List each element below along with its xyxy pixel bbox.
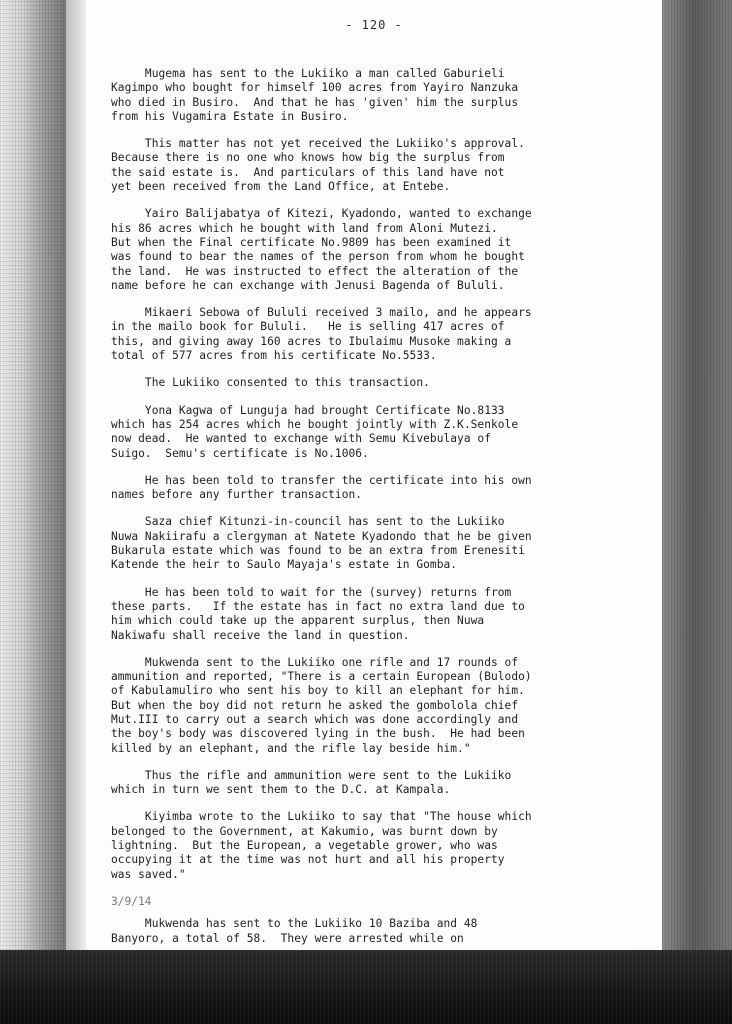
text-line: Bukarula estate which was found to be an extra from Erenesiti	[111, 544, 525, 558]
scan-left-edge	[0, 0, 66, 950]
text-line: names before any further transaction.	[111, 488, 363, 502]
text-line: Katende the heir to Saulo Mayaja's estate in Gomba.	[111, 558, 458, 572]
text-line: occupying it at the time was not hurt and all his property	[111, 853, 505, 867]
text-line: He has been told to transfer the certificate into his own	[111, 473, 532, 487]
paragraph	[111, 376, 656, 390]
text-line: from his Vugamira Estate in Busiro.	[111, 109, 349, 123]
page-number: - 120 -	[345, 18, 403, 32]
scan-right-edge	[662, 0, 732, 950]
text-line: But when the boy did not return he asked the gombolola chief	[111, 698, 519, 712]
text-line: the said estate is. And particulars of this land have not	[111, 165, 505, 179]
text-line: which in turn we sent them to the D.C. at Kampala.	[111, 783, 451, 797]
text-line: was saved."	[111, 867, 186, 881]
text-line: him which could take up the apparent surplus, then Nuwa	[111, 614, 485, 628]
text-line: these parts. If the estate has in fact no extra land due to	[111, 599, 525, 613]
text-line: total of 577 acres from his certificate No.5533.	[111, 349, 437, 363]
text-line: in the mailo book for Bululi. He is selling 417 acres of	[111, 320, 505, 334]
text-line: Mut.III to carry out a search which was done accordingly and	[111, 712, 519, 726]
paragraph	[111, 207, 656, 293]
paragraph	[111, 586, 656, 643]
paragraph	[111, 67, 656, 124]
text-line: of Kabulamuliro who sent his boy to kill an elephant for him.	[111, 684, 525, 698]
text-line: He has been told to wait for the (survey) returns from	[111, 585, 512, 599]
text-line: Suigo. Semu's certificate is No.1006.	[111, 446, 369, 460]
text-line: This matter has not yet received the Lukiiko's approval.	[111, 137, 525, 151]
text-line: now dead. He wanted to exchange with Semu Kivebulaya of	[111, 432, 491, 446]
paragraph	[111, 769, 656, 798]
text-line: was found to bear the names of the person from whom he bought	[111, 250, 525, 264]
text-line: ammunition and reported, "There is a certain European (Bulodo)	[111, 670, 532, 684]
text-line: Thus the rifle and ammunition were sent to the Lukiiko	[111, 768, 512, 782]
text-line: The Lukiiko consented to this transaction.	[111, 376, 430, 390]
text-line: Mugema has sent to the Lukiiko a man called Gaburieli	[111, 67, 505, 80]
text-line: Yairo Balijabatya of Kitezi, Kyadondo, wanted to exchange	[111, 207, 532, 221]
paragraph	[111, 917, 656, 946]
document-body	[111, 67, 656, 959]
text-line: Yona Kagwa of Lunguja had brought Certificate No.8133	[111, 403, 505, 417]
text-line: Mukwenda sent to the Lukiiko one rifle and 17 rounds of	[111, 655, 519, 669]
paragraph	[111, 137, 656, 194]
paragraph	[111, 474, 656, 503]
paragraph	[111, 515, 656, 572]
text-line: belonged to the Government, at Kakumio, was burnt down by	[111, 824, 498, 838]
text-line: But when the Final certificate No.9809 has been examined it	[111, 235, 512, 249]
paragraph	[111, 404, 656, 461]
text-line: his 86 acres which he bought with land from Aloni Mutezi.	[111, 221, 498, 235]
text-line: yet been received from the Land Office, at Entebe.	[111, 180, 451, 194]
paragraph	[111, 306, 656, 363]
text-line: Nakiwafu shall receive the land in question.	[111, 628, 410, 642]
text-line: lightning. But the European, a vegetable grower, who was	[111, 839, 498, 853]
text-line: Nuwa Nakiirafu a clergyman at Natete Kyadondo that he be given	[111, 529, 532, 543]
text-line: Kiyimba wrote to the Lukiiko to say that "The house which	[111, 810, 532, 824]
text-line: which has 254 acres which he bought jointly with Z.K.Senkole	[111, 417, 519, 431]
text-line: Mikaeri Sebowa of Bululi received 3 mailo, and he appears	[111, 306, 532, 320]
text-line: killed by an elephant, and the rifle lay beside him."	[111, 741, 471, 755]
scan-left-shadow	[66, 0, 86, 950]
paragraph	[111, 656, 656, 756]
text-line: the boy's body was discovered lying in the bush. He had been	[111, 727, 525, 741]
text-line: who died in Busiro. And that he has 'given' him the surplus	[111, 95, 519, 109]
paragraph	[111, 810, 656, 881]
text-line: this, and giving away 160 acres to Ibulaimu Musoke making a	[111, 334, 512, 348]
scan-bottom-edge	[0, 950, 732, 1024]
text-line: Kagimpo who bought for himself 100 acres from Yayiro Nanzuka	[111, 81, 519, 95]
text-line: Mukwenda has sent to the Lukiiko 10 Baziba and 48	[111, 917, 478, 931]
text-line: Banyoro, a total of 58. They were arrested while on	[111, 931, 464, 945]
text-line: Because there is no one who knows how big the surplus from	[111, 151, 505, 165]
entry-date: 3/9/14	[111, 894, 152, 908]
text-line: the land. He was instructed to effect the alteration of the	[111, 264, 519, 278]
text-line: Saza chief Kitunzi-in-council has sent to the Lukiiko	[111, 515, 505, 529]
text-line: name before he can exchange with Jenusi Bagenda of Bululi.	[111, 278, 505, 292]
